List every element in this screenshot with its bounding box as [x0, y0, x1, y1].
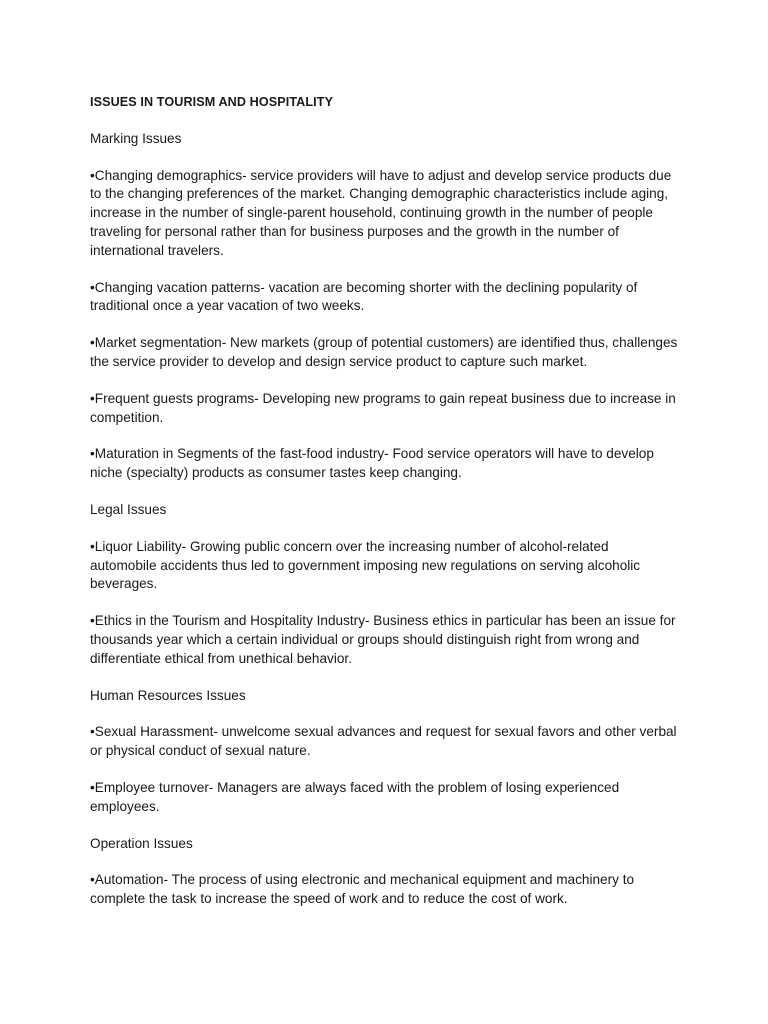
section-heading: Human Resources Issues — [90, 687, 246, 703]
paragraph-market-segmentation: •Market segmentation- New markets (group of potential customers) are identified thus, challenges the service provider to develop and design service product to capture such market. — [90, 335, 678, 369]
section-marking-issues — [90, 130, 678, 483]
paragraph-frequent-guests-programs: •Frequent guests programs- Developing new programs to gain repeat business due to increase in competition. — [90, 390, 676, 425]
document-title: ISSUES IN TOURISM AND HOSPITALITY — [90, 95, 334, 109]
paragraph-ethics: •Ethics in the Tourism and Hospitality Industry- Business ethics in particular has been an issue for thousands year which a certain individual or groups should distinguish right from wrong and differentiate ethical from unethical behavior. — [90, 613, 676, 666]
paragraph-automation: •Automation- The process of using electronic and mechanical equipment and machinery to complete the task to increase the speed of work and to reduce the cost of work. — [90, 872, 635, 907]
paragraph-maturation-fast-food: •Maturation in Segments of the fast-food industry- Food service operators will have to develop niche (specialty) products as consumer tastes keep changing. — [90, 446, 654, 481]
section-heading: Operation Issues — [90, 835, 193, 851]
section-human-resources-issues — [90, 687, 678, 817]
section-operation-issues — [90, 835, 678, 909]
paragraph-changing-vacation-patterns: •Changing vacation patterns- vacation are becoming shorter with the declining popularity of traditional once a year vacation of two weeks. — [90, 279, 638, 314]
paragraph-changing-demographics: •Changing demographics- service providers will have to adjust and develop service products due to the changing preferences of the market. Changing demographic characteristics include aging, increase in the number of single-parent household, continuing growth in the number of people traveling for personal rather than for business purposes and the growth in the number of international travelers. — [90, 167, 672, 258]
section-heading: Legal Issues — [90, 501, 167, 517]
section-legal-issues — [90, 501, 678, 669]
paragraph-sexual-harassment: •Sexual Harassment- unwelcome sexual advances and request for sexual favors and other verbal or physical conduct of sexual nature. — [90, 724, 677, 759]
paragraph-liquor-liability: •Liquor Liability- Growing public concern over the increasing number of alcohol-related automobile accidents thus led to government imposing new regulations on serving alcoholic beverages. — [90, 538, 641, 592]
paragraph-employee-turnover: •Employee turnover- Managers are always faced with the problem of losing experienced employees. — [90, 779, 620, 814]
section-heading: Marking Issues — [90, 130, 182, 146]
